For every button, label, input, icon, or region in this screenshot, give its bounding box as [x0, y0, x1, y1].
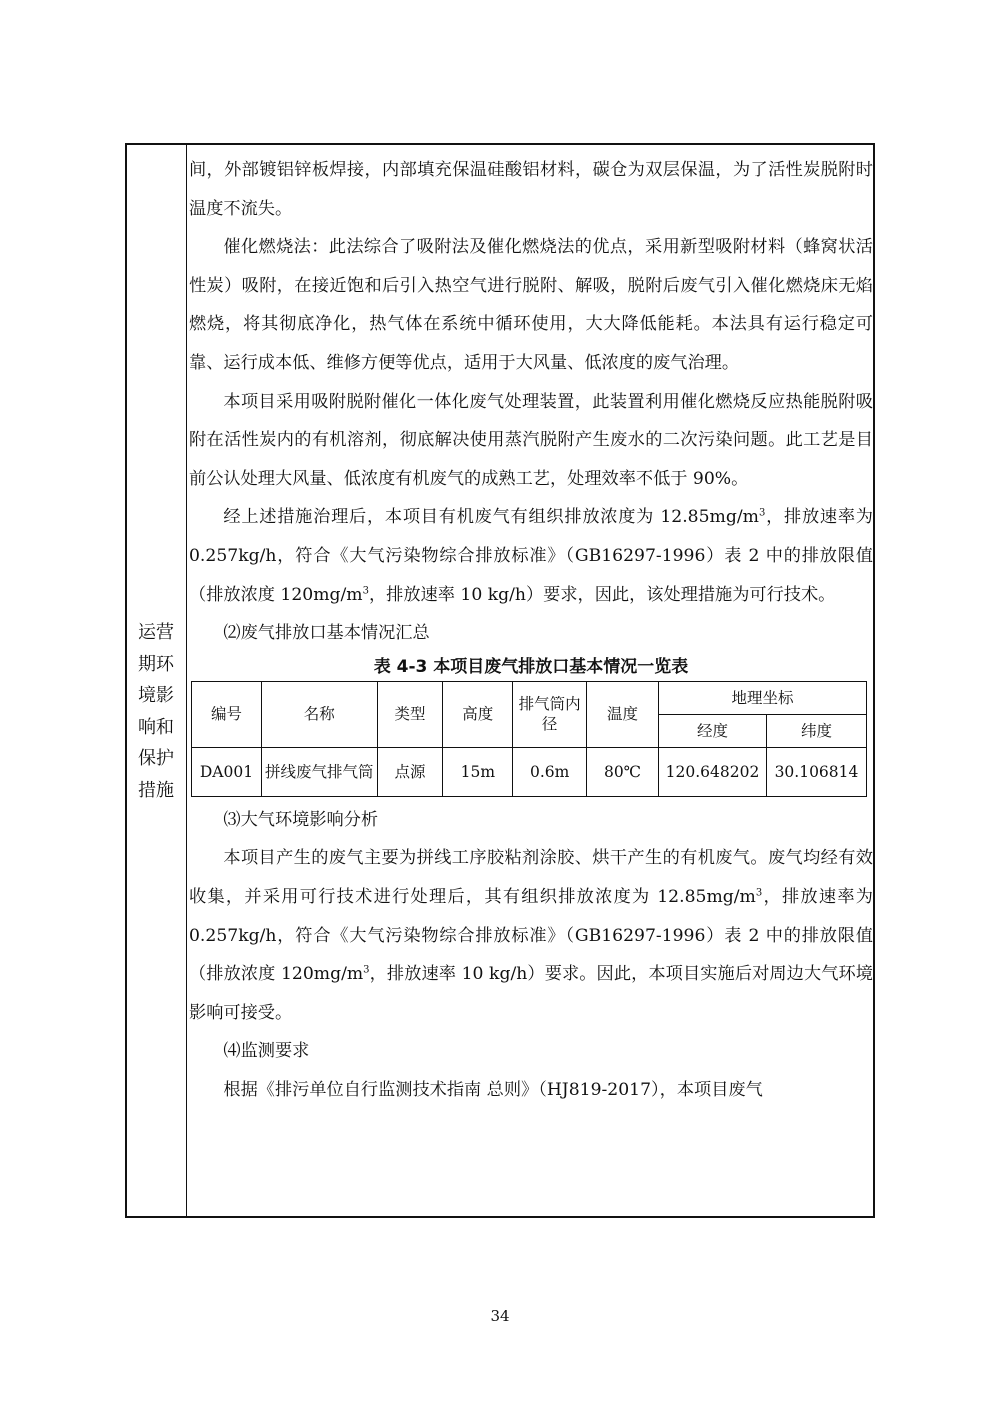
paragraph-monitoring: 根据《排污单位自行监测技术指南 总则》（HJ819-2017），本项目废气: [223, 1079, 763, 1100]
section-label: [127, 617, 185, 806]
cell-id: DA001: [192, 747, 262, 796]
header-diameter: 排气筒内径: [513, 681, 587, 747]
section-label-line: 运营: [138, 622, 174, 643]
header-id: 编号: [192, 681, 262, 747]
header-type: 类型: [377, 681, 443, 747]
superscript: 3: [362, 584, 369, 596]
header-coordinates: 地理坐标: [659, 681, 867, 714]
content-frame: [125, 143, 879, 1218]
cell-type: 点源: [377, 747, 443, 796]
page-number: 34: [490, 1307, 510, 1325]
header-temperature: 温度: [587, 681, 659, 747]
text-run: 本项目产生的废气主要为拼线工序胶粘剂涂胶、烘干产生的有机废气。废气均经有效收集，并采用可行技术进行处理后，其有组织排放浓度为 12.85mg/m: [189, 848, 873, 907]
paragraph-insulation: 间，外部镀铝锌板焊接，内部填充保温硅酸铝材料，碳仓为双层保温，为了活性炭脱附时温度不流失。: [189, 160, 873, 219]
paragraph-catalytic-combustion: 催化燃烧法：此法综合了吸附法及催化燃烧法的优点，采用新型吸附材料（蜂窝状活性炭）吸附，在接近饱和后引入热空气进行脱附、解吸，脱附后废气引入催化燃烧床无焰燃烧，将其彻底净化，热气体在系统中循环使用，大大降低能耗。本法具有运行稳定可靠、运行成本低、维修方便等优点，适用于大风量、低浓度的废气治理。: [189, 237, 873, 373]
section-label-line: 响和: [138, 716, 174, 738]
text-run: ，排放速率为 0.257kg/h，符合《大气污染物综合排放标准》（GB16297-1996）表 2 中的排放限值（排放浓度 120mg/m: [189, 886, 879, 985]
header-name: 名称: [261, 681, 377, 747]
superscript: 3: [758, 507, 766, 519]
table-row: [192, 747, 867, 796]
section-label-column: [127, 145, 187, 1216]
table-header-row: [192, 681, 867, 714]
cell-latitude: 30.106814: [766, 747, 866, 796]
paragraph-emission-result: [189, 498, 879, 614]
paragraph-treatment-device: 本项目采用吸附脱附催化一体化废气处理装置，此装置利用催化燃烧反应热能脱附吸附在活性炭内的有机溶剂，彻底解决使用蒸汽脱附产生废水的二次污染问题。此工艺是目前公认处理大风量、低浓度有机废气的成熟工艺，处理效率不低于 90%。: [189, 391, 873, 489]
table-caption: 表 4-3 本项目废气排放口基本情况一览表: [373, 656, 689, 677]
cell-longitude: 120.648202: [659, 747, 767, 796]
superscript: 3: [363, 964, 370, 976]
text-run: 经上述措施治理后，本项目有机废气有组织排放浓度为 12.85mg/m: [223, 507, 759, 528]
section-label-line: 期环: [138, 653, 174, 675]
section-label-line: 保护: [138, 748, 174, 769]
header-longitude: 经度: [659, 714, 767, 747]
heading-impact-analysis: ⑶大气环境影响分析: [223, 809, 379, 830]
paragraph-impact-analysis: [189, 839, 879, 1032]
cell-temperature: 80℃: [587, 747, 659, 796]
cell-diameter: 0.6m: [513, 747, 587, 796]
superscript: 3: [755, 887, 763, 899]
outlet-table: [191, 681, 867, 797]
header-latitude: 纬度: [766, 714, 866, 747]
section-label-line: 境影: [138, 685, 174, 706]
cell-height: 15m: [443, 747, 513, 796]
section-content: [189, 145, 879, 1216]
heading-monitoring: ⑷监测要求: [223, 1041, 310, 1062]
text-run: ，排放速率 10 kg/h）要求，因此，该处理措施为可行技术。: [368, 584, 836, 605]
section-label-line: 措施: [138, 779, 174, 801]
header-height: 高度: [443, 681, 513, 747]
heading-outlet-summary: ⑵废气排放口基本情况汇总: [223, 623, 430, 644]
text-run: ，排放速率为 0.257kg/h，符合《大气污染物综合排放标准》（GB16297-1996）表 2 中的排放限值（排放浓度 120mg/m: [189, 507, 879, 605]
cell-name: 拼线废气排气筒: [261, 747, 377, 796]
text-run: ，排放速率 10 kg/h）要求。因此，本项目实施后对周边大气环境影响可接受。: [189, 964, 873, 1023]
